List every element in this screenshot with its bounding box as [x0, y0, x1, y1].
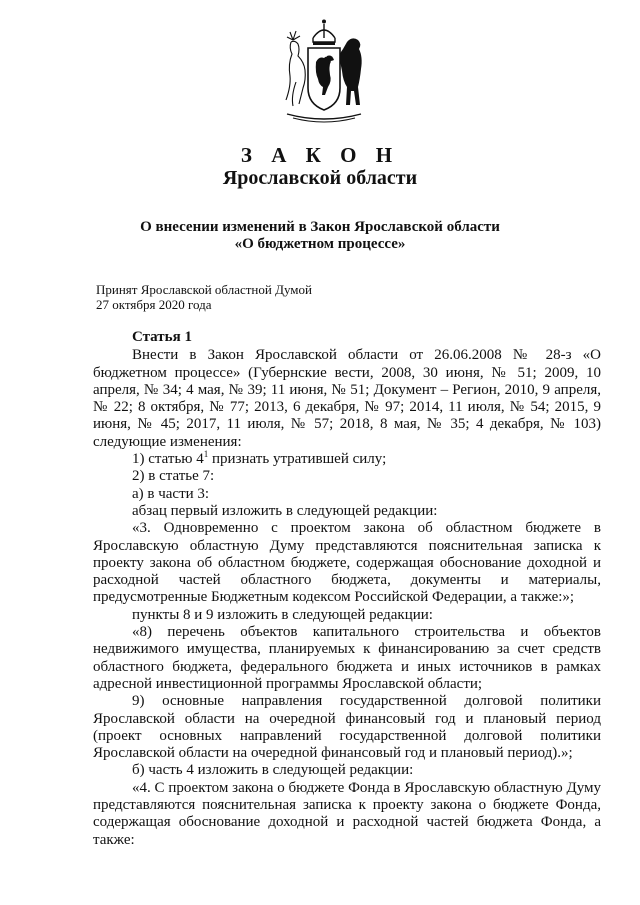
law-heading-line-2: «О бюджетном процессе» — [234, 236, 406, 252]
superscript: 1 — [203, 449, 209, 460]
paragraph-quote-3: «3. Одновременно с проектом закона об областном бюджете в Ярославскую областную Думу представляются пояснительная записка к проекту закона об областном бюджете, содержащая обоснование доходной и расходной частей областного бюджета, документы и материалы, предусмотренные Бюджетным кодексом Российской Федерации, а также:»; — [93, 520, 601, 606]
paragraph-item-1-end: признать утратившей силу; — [208, 451, 387, 468]
paragraph-item-1-start: 1) статью 4 — [132, 451, 204, 468]
paragraph-item-a: а) в части 3: — [132, 485, 210, 502]
paragraph-quote-9: 9) основные направления государственной долговой политики Ярославской области на очередной финансовый год и плановый период (проект основных направлений государственной долговой политики Ярославской области на очередной финансовый год и плановый период).»; — [93, 693, 601, 762]
paragraph-intro: Внести в Закон Ярославской области от 26.06.2008 № 28-з «О бюджетном процессе» (Губернские вести, 2008, 30 июня, № 51; 2009, 10 апреля, № 34; 4 мая, № 39; 11 июня, № 51; Документ – Регион, 2010, 9 апреля, № 22; 8 октября, № 77; 2013, 6 декабря, № 97; 2014, 11 июля, № 54; 2015, 9 июня, № 45; 2017, 11 июля, № 57; 2018, 8 мая, № 35; 4 декабря, № 103) следующие изменения: — [93, 347, 601, 450]
paragraph-item-1 — [93, 451, 601, 468]
yaroslavl-coat-of-arms-icon — [283, 18, 365, 126]
document-type-title: З А К О Н — [240, 143, 400, 167]
adoption-body: Принят Ярославской областной Думой — [96, 282, 312, 297]
document-body — [93, 329, 601, 849]
adoption-date: 27 октября 2020 года — [96, 297, 212, 312]
law-heading — [0, 219, 640, 253]
paragraph-quote-8: «8) перечень объектов капитального строительства и объектов недвижимого имущества, планируемых к финансированию за счет средств областного бюджета, федерального бюджета и иных источников в рамках адресной инвестиционной программы Ярославской области; — [93, 624, 601, 692]
paragraph-item-2: 2) в статье 7: — [132, 468, 215, 485]
paragraph-quote-4: «4. С проектом закона о бюджете Фонда в Ярославскую областную Думу представляются пояснительная записка к проекту закона о бюджете Фонда, содержащая обоснование доходной и расходной частей бюджета Фонда, а также: — [93, 779, 601, 848]
paragraph-first-abzac: абзац первый изложить в следующей редакции: — [132, 502, 438, 519]
law-heading-line-1: О внесении изменений в Закон Ярославской области — [140, 219, 500, 235]
paragraph-item-b: б) часть 4 изложить в следующей редакции: — [132, 762, 414, 779]
article-title: Статья 1 — [132, 329, 192, 345]
paragraph-points-8-9: пункты 8 и 9 изложить в следующей редакции: — [132, 606, 433, 623]
document-region-title: Ярославской области — [222, 167, 418, 189]
adoption-note — [96, 282, 312, 312]
